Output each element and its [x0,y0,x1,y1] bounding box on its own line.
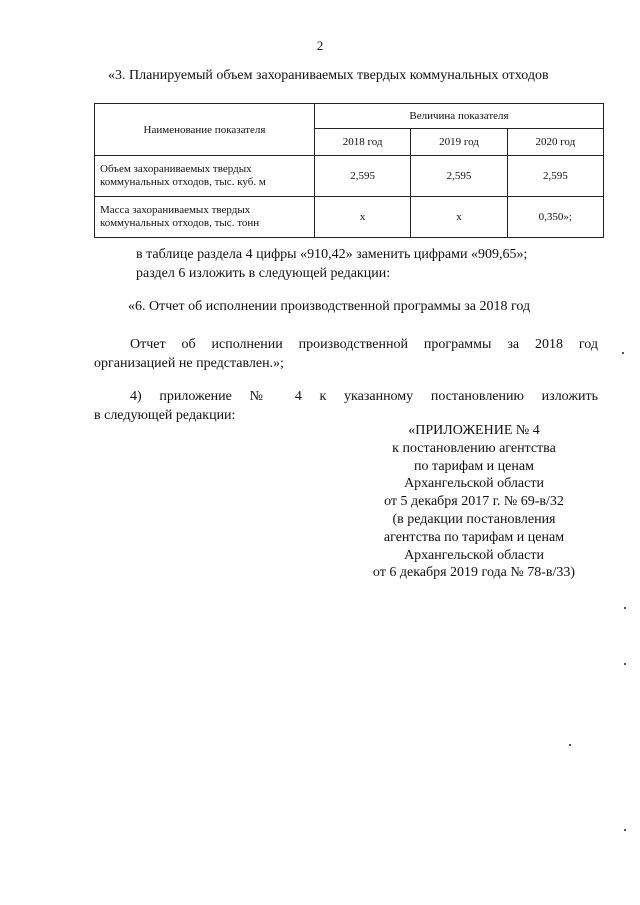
year-header: 2018 год [315,129,411,156]
appendix-line: от 5 декабря 2017 г. № 69-в/32 [384,494,564,510]
section-6-instruction: раздел 6 изложить в следующей редакции: [136,266,391,281]
table-cell: 2,595 [315,156,411,197]
table-cell: х [315,197,411,238]
indicators-table [94,103,604,238]
table-cell: 2,595 [411,156,507,197]
table-header-row [95,104,604,129]
appendix-line: по тарифам и ценам [414,458,534,474]
table-row [95,197,604,238]
scan-speck [624,663,626,665]
replace-figures-line: в таблице раздела 4 цифры «910,42» заменить цифрами «909,65»; [136,247,528,262]
row-name [95,197,315,238]
row-name-line: коммунальных отходов, тыс. тонн [100,217,260,229]
appendix-line: Архангельской области [404,547,544,563]
table-cell: 2,595 [507,156,603,197]
report-paragraph-line: организацией не представлен.»; [94,356,284,371]
appendix-line: к постановлению агентства [392,440,556,456]
appendix-line: от 6 декабря 2019 года № 78-в/33) [372,565,576,581]
appendix-line: Архангельской области [404,476,544,492]
column-group-header: Величина показателя [315,104,604,129]
scan-speck [622,352,624,354]
row-name-line: Объем захораниваемых твердых [100,163,252,175]
item-4-line: 4) приложение № 4 к указанному постановлению изложить [130,389,598,404]
column-header-name: Наименование показателя [95,104,315,156]
section-3-title: «3. Планируемый объем захораниваемых твердых коммунальных отходов [108,68,549,83]
year-header: 2019 год [411,129,507,156]
table-cell: х [411,197,507,238]
appendix-line: агентства по тарифам и ценам [383,529,565,545]
year-header: 2020 год [507,129,603,156]
row-name-line: Масса захораниваемых твердых [100,204,251,216]
row-name-line: коммунальных отходов, тыс. куб. м [100,176,266,188]
report-paragraph-line: Отчет об исполнении производственной программы за 2018 год [130,337,598,352]
scan-speck [569,744,571,746]
row-name [95,156,315,197]
item-4-line: в следующей редакции: [94,408,236,423]
table-cell: 0,350»; [507,197,603,238]
section-6-title: «6. Отчет об исполнении производственной программы за 2018 год [128,299,531,314]
scan-speck [624,607,626,609]
table-row [95,156,604,197]
appendix-line: «ПРИЛОЖЕНИЕ № 4 [408,423,540,438]
appendix-header-block [356,422,592,582]
appendix-line: (в редакции постановления [392,511,556,527]
page-number: 2 [316,38,324,53]
scan-speck [624,829,626,831]
